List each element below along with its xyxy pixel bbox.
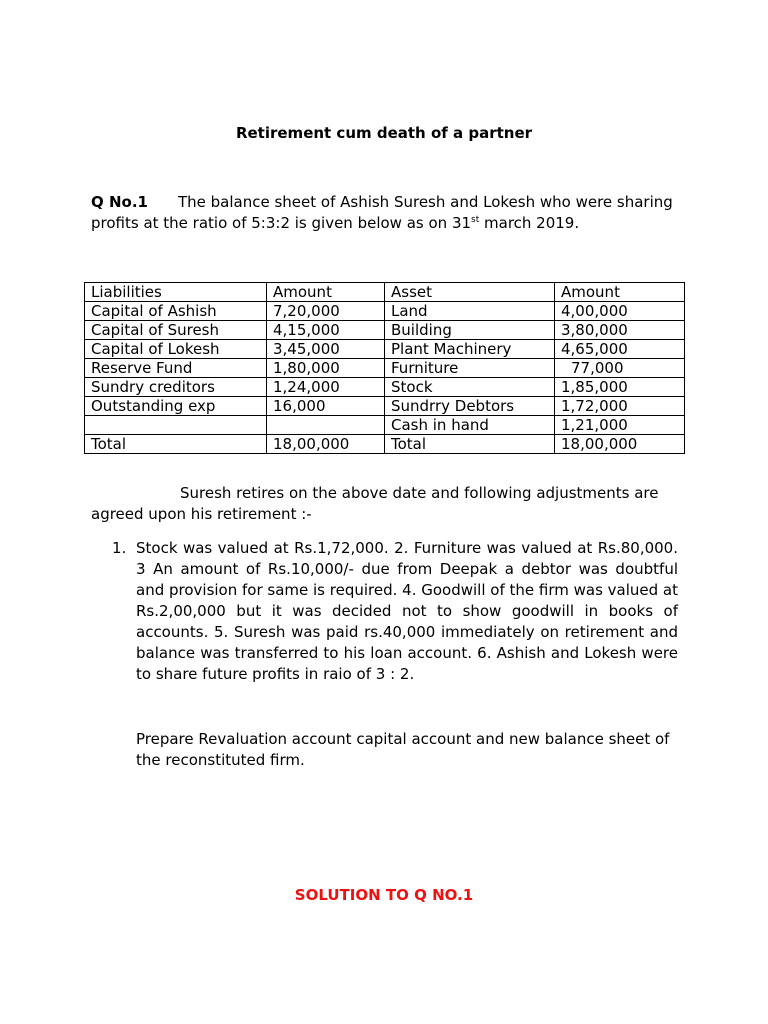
adjustments-list	[112, 538, 678, 685]
liability-amount: 4,15,000	[267, 321, 385, 340]
retirement-intro: Suresh retires on the above date and following adjustments are agreed upon his retirement :-	[91, 484, 659, 523]
question-text-part1: The balance sheet of Ashish Suresh and Lokesh who were sharing profits at the ratio of 5:3:2 is given below as on 31	[91, 193, 673, 232]
liability-name: Reserve Fund	[85, 359, 267, 378]
liability-name	[85, 416, 267, 435]
asset-name: Sundrry Debtors	[385, 397, 555, 416]
table-header-row	[85, 283, 685, 302]
liability-total-label: Total	[85, 435, 267, 454]
liability-name: Outstanding exp	[85, 397, 267, 416]
balance-sheet-table	[84, 282, 685, 454]
asset-amount: 1,85,000	[555, 378, 685, 397]
table-row	[85, 302, 685, 321]
asset-amount: 4,00,000	[555, 302, 685, 321]
liability-amount: 1,24,000	[267, 378, 385, 397]
asset-name: Stock	[385, 378, 555, 397]
liability-amount: 1,80,000	[267, 359, 385, 378]
table-row	[85, 321, 685, 340]
asset-total-amount: 18,00,000	[555, 435, 685, 454]
liability-total-amount: 18,00,000	[267, 435, 385, 454]
liability-name: Capital of Ashish	[85, 302, 267, 321]
asset-name: Building	[385, 321, 555, 340]
instruction-text: Prepare Revaluation account capital account and new balance sheet of the reconstituted firm.	[136, 730, 670, 769]
asset-amount: 4,65,000	[555, 340, 685, 359]
header-liabilities: Liabilities	[85, 283, 267, 302]
table-row	[85, 397, 685, 416]
list-number: 1.	[112, 539, 127, 557]
header-asset: Asset	[385, 283, 555, 302]
liability-amount: 7,20,000	[267, 302, 385, 321]
solution-heading: SOLUTION TO Q NO.1	[294, 886, 474, 904]
table-row	[85, 378, 685, 397]
header-amount-assets: Amount	[555, 283, 685, 302]
asset-amount: 1,72,000	[555, 397, 685, 416]
table-row	[85, 359, 685, 378]
asset-name: Furniture	[385, 359, 555, 378]
liability-name: Capital of Lokesh	[85, 340, 267, 359]
document-title: Retirement cum death of a partner	[235, 124, 533, 142]
table-row	[85, 416, 685, 435]
asset-name: Plant Machinery	[385, 340, 555, 359]
header-amount-liabilities: Amount	[267, 283, 385, 302]
liability-name: Capital of Suresh	[85, 321, 267, 340]
table-row	[85, 340, 685, 359]
liability-amount	[267, 416, 385, 435]
liability-name: Sundry creditors	[85, 378, 267, 397]
liability-amount: 3,45,000	[267, 340, 385, 359]
asset-amount: 77,000	[555, 359, 685, 378]
adjustments-text: Stock was valued at Rs.1,72,000. 2. Furniture was valued at Rs.80,000. 3 An amount of Rs.10,000/- due from Deepak a debtor was doubtful and provision for same is required. 4. Goodwill of the firm was valued at Rs.2,00,000 but it was decided not to show goodwill in books of accounts. 5. Suresh was paid rs.40,000 immediately on retirement and balance was transferred to his loan account. 6. Ashish and Lokesh were to share future profits in raio of 3 : 2.	[136, 539, 678, 683]
question-label: Q No.1	[91, 193, 148, 211]
asset-total-label: Total	[385, 435, 555, 454]
asset-amount: 1,21,000	[555, 416, 685, 435]
liability-amount: 16,000	[267, 397, 385, 416]
asset-name: Land	[385, 302, 555, 321]
question-text-part2: march 2019.	[479, 214, 580, 232]
asset-name: Cash in hand	[385, 416, 555, 435]
question-paragraph	[91, 192, 681, 234]
table-total-row	[85, 435, 685, 454]
asset-amount: 3,80,000	[555, 321, 685, 340]
date-superscript: st	[471, 215, 480, 225]
